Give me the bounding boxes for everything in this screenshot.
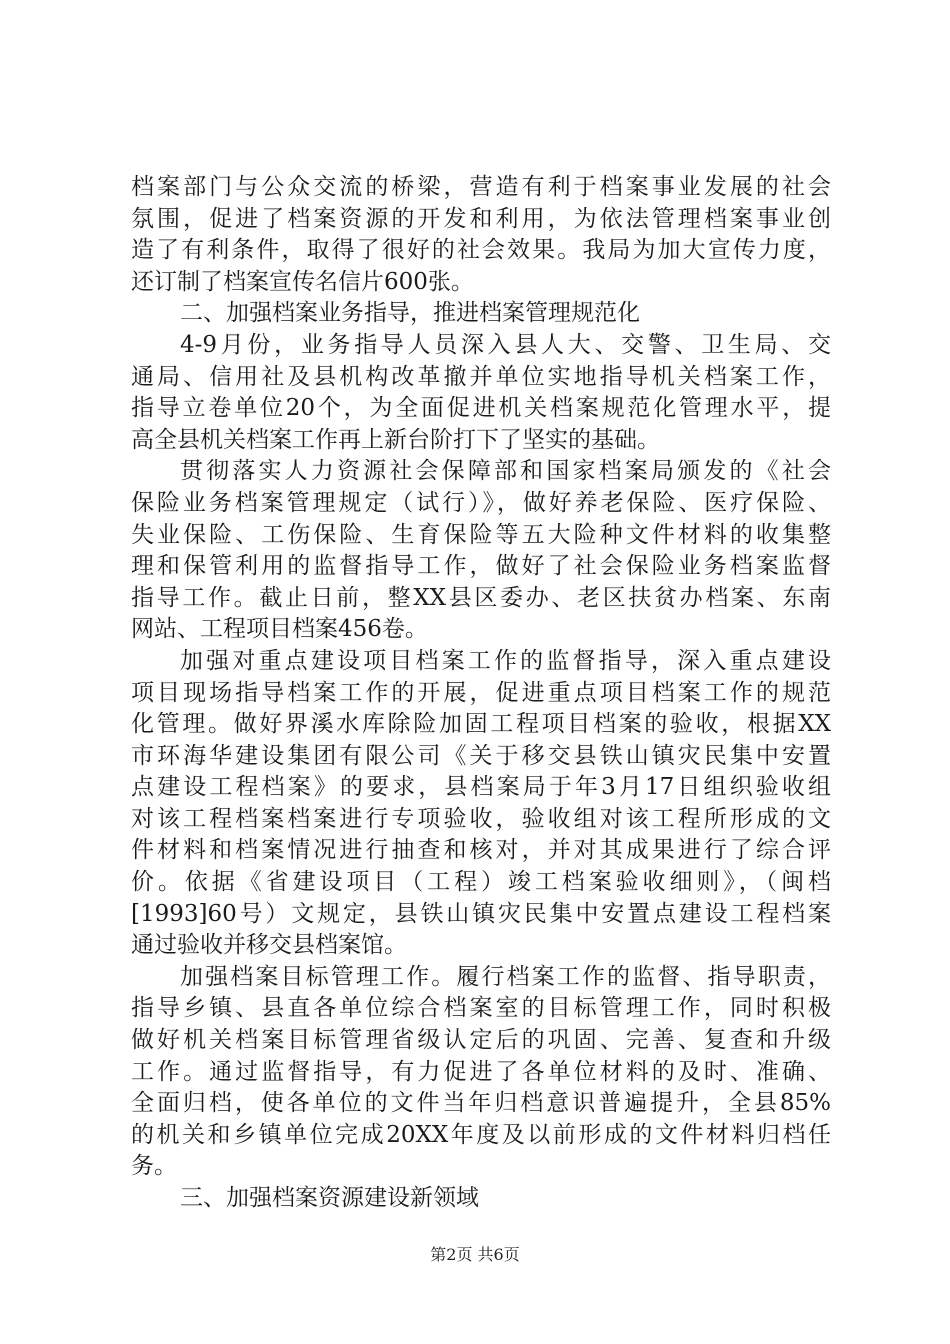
text-line: 贯彻落实人力资源社会保障部和国家档案局颁发的《社会 [180, 458, 831, 485]
text-line: [1993]60号）文规定，县铁山镇灾民集中安置点建设工程档案 [131, 900, 831, 927]
text-line: 理和保管利用的监督指导工作，做好了社会保险业务档案监督 [131, 553, 831, 580]
text-line: 指导立卷单位20个，为全面促进机关档案规范化管理水平，提 [131, 395, 831, 422]
text-line: 氛围，促进了档案资源的开发和利用，为依法管理档案事业创 [131, 205, 831, 232]
text-line: 指导工作。截止日前，整XX县区委办、老区扶贫办档案、东南 [131, 584, 831, 611]
text-line: 加强对重点建设项目档案工作的监督指导，深入重点建设 [180, 647, 831, 674]
text-line: 失业保险、工伤保险、生育保险等五大险种文件材料的收集整 [131, 521, 831, 548]
text-line: 二、加强档案业务指导，推进档案管理规范化 [180, 300, 640, 327]
text-line: 项目现场指导档案工作的开展，促进重点项目档案工作的规范 [131, 679, 831, 706]
text-line: 造了有利条件，取得了很好的社会效果。我局为加大宣传力度， [131, 237, 831, 264]
text-line: 档案部门与公众交流的桥梁，营造有利于档案事业发展的社会 [131, 174, 831, 200]
paragraph [131, 1183, 831, 1215]
document-body [131, 172, 831, 1215]
text-line: 网站、工程项目档案456卷。 [131, 616, 428, 643]
text-line: 通过验收并移交县档案馆。 [131, 932, 407, 959]
text-line: 件材料和档案情况进行抽查和核对，并对其成果进行了综合评 [131, 837, 831, 864]
paragraph [131, 172, 831, 298]
text-line: 三、加强档案资源建设新领域 [180, 1185, 479, 1211]
text-line: 保险业务档案管理规定（试行）》，做好养老保险、医疗保险、 [131, 489, 831, 516]
paragraph [131, 330, 831, 456]
text-line: 务。 [131, 1153, 177, 1180]
text-line: 还订制了档案宣传名信片600张。 [131, 268, 474, 295]
paragraph [131, 298, 831, 330]
paragraph [131, 456, 831, 646]
text-line: 通局、信用社及县机构改革撤并单位实地指导机关档案工作， [131, 363, 831, 390]
text-line: 4-9月份，业务指导人员深入县人大、交警、卫生局、交 [180, 331, 831, 358]
text-line: 化管理。做好界溪水库除险加固工程项目档案的验收，根据XX [131, 711, 831, 738]
text-line: 价。依据《省建设项目（工程）竣工档案验收细则》，（闽档 [131, 869, 831, 896]
text-line: 点建设工程档案》的要求，县档案局于年3月17日组织验收组 [131, 774, 831, 801]
text-line: 全面归档，使各单位的文件当年归档意识普遍提升，全县85% [131, 1090, 831, 1117]
text-line: 加强档案目标管理工作。履行档案工作的监督、指导职责， [180, 963, 831, 990]
paragraph [131, 962, 831, 1183]
text-line: 市环海华建设集团有限公司《关于移交县铁山镇灾民集中安置 [131, 742, 831, 769]
text-line: 做好机关档案目标管理省级认定后的巩固、完善、复查和升级 [131, 1027, 831, 1054]
text-line: 工作。通过监督指导，有力促进了各单位材料的及时、准确、 [131, 1058, 831, 1085]
text-line: 的机关和乡镇单位完成20XX年度及以前形成的文件材料归档任 [131, 1121, 831, 1148]
text-line: 高全县机关档案工作再上新台阶打下了坚实的基础。 [131, 426, 660, 453]
page-footer: 第2页 共6页 [430, 1245, 520, 1264]
text-line: 指导乡镇、县直各单位综合档案室的目标管理工作，同时积极 [131, 995, 831, 1022]
text-line: 对该工程档案档案进行专项验收，验收组对该工程所形成的文 [131, 805, 831, 832]
paragraph [131, 646, 831, 962]
